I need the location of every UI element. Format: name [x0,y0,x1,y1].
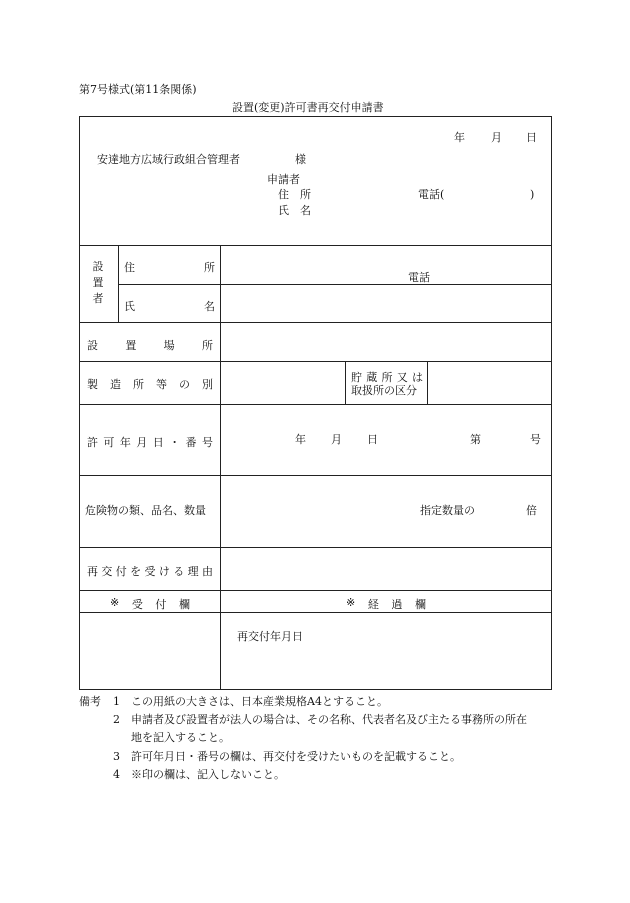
permit-number-prefix: 第 [470,433,481,446]
note-item-1-text: この用紙の大きさは、日本産業規格A4とすること。 [131,695,388,708]
reception-column-header: ※ 受 付 欄 [110,596,190,611]
reissue-date-label: 再交付年月日 [237,630,303,643]
addressee-honorific: 様 [295,153,306,166]
installer-group-label: 設 置 者 [92,260,104,305]
note-item-2-text: 申請者及び設置者が法人の場合は、その名称、代表者名及び主たる事務所の所在 [131,713,527,726]
note-item-3-number: 3 [113,750,120,763]
note-item-1-number: 1 [113,695,120,708]
storage-type-label-line1: 貯 蔵 所 又 は [351,371,423,384]
date-month-label: 月 [491,131,502,144]
note-item-2-number: 2 [113,713,120,726]
hazmat-label: 危険物の類、品名、数量 [85,504,206,517]
note-item-3-text: 許可年月日・番号の欄は、再交付を受けたいものを記載すること。 [131,750,461,763]
storage-type-label-line2: 取扱所の区分 [351,384,417,397]
notes-label: 備考 [79,695,101,708]
permit-number-suffix: 号 [530,433,541,446]
applicant-name-label: 氏 名 [278,204,311,217]
form-number: 第7号様式(第11条関係) [79,83,197,96]
applicant-address-label: 住 所 [278,188,311,201]
installer-phone-label: 電話 [408,271,430,284]
applicant-phone-close: ) [530,188,535,201]
date-day-label: 日 [526,131,537,144]
progress-column-header: ※ 経 過 欄 [346,596,426,611]
applicant-label: 申請者 [267,173,300,186]
installation-location-label: 設 置 場 所 [87,339,213,352]
form-title: 設置(変更)許可書再交付申請書 [232,101,384,114]
applicant-phone-label: 電話( [418,188,445,201]
application-form-table [79,116,552,690]
facility-type-label: 製 造 所 等 の 別 [87,378,213,391]
installer-name-label: 氏 名 [124,300,215,313]
permit-month-label: 月 [331,433,342,446]
permit-year-label: 年 [295,433,306,446]
reissue-reason-label: 再 交 付 を 受 け る 理 由 [87,565,213,578]
note-item-4-text: ※印の欄は、記入しないこと。 [131,768,285,781]
date-year-label: 年 [454,131,465,144]
permit-day-label: 日 [367,433,378,446]
addressee: 安達地方広域行政組合管理者 [97,153,240,166]
permit-date-number-label: 許 可 年 月 日 ・ 番 号 [87,436,213,449]
note-item-2-continuation: 地を記入すること。 [131,731,230,744]
note-item-4-number: 4 [113,768,120,781]
installer-address-label: 住 所 [124,261,215,274]
multiple-label: 倍 [526,504,537,517]
designated-quantity-label: 指定数量の [420,504,475,517]
